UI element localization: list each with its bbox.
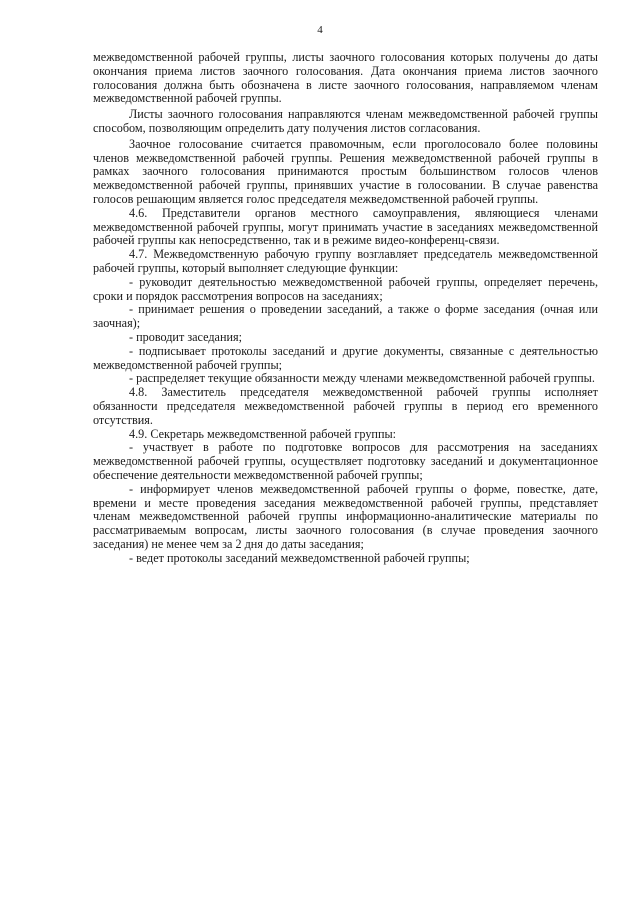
list-item: - подписывает протоколы заседаний и другие документы, связанные с деятельностью межведомственной рабочей группы; <box>93 343 598 372</box>
list-item: - информирует членов межведомственной рабочей группы о форме, повестке, дате, времени и месте проведения заседания межведомственной рабочей группы, представляет членам межведомственной рабочей группы информационно-аналитические материалы по рассматриваемым вопросам, листы заочного голосования (в случае проведения заочного заседания) не менее чем за 2 дня до даты заседания; <box>93 481 598 551</box>
list-item: - ведет протоколы заседаний межведомственной рабочей группы; <box>129 550 470 565</box>
paragraph-section-4-6: 4.6. Представители органов местного самоуправления, являющиеся членами межведомственной рабочей группы, могут принимать участие в заседаниях межведомственной рабочей группы как непосредственно, так и в режиме видео-конференц-связи. <box>93 205 598 248</box>
list-item: - принимает решения о проведении заседаний, а также о форме заседания (очная или заочная); <box>93 302 598 331</box>
list-item: - участвует в работе по подготовке вопросов для рассмотрения на заседаниях межведомственной рабочей группы, осуществляет подготовку заседаний и документационное обеспечение деятельности межведомственной рабочей группы; <box>93 440 598 482</box>
paragraph-section-4-7: 4.7. Межведомственную рабочую группу возглавляет председатель межведомственной рабочей группы, который выполняет следующие функции: <box>93 247 598 275</box>
list-item: - распределяет текущие обязанности между членами межведомственной рабочей группы. <box>129 371 595 386</box>
paragraph-section-4-8: 4.8. Заместитель председателя межведомственной рабочей группы исполняет обязанности председателя межведомственной рабочей группы в период его временного отсутствия. <box>93 385 598 427</box>
page-number: 4 <box>317 24 323 36</box>
paragraph: Листы заочного голосования направляются членам межведомственной рабочей группы способом, позволяющим определить дату получения листов согласования. <box>93 107 598 135</box>
list-item: - проводит заседания; <box>129 329 243 344</box>
paragraph: межведомственной рабочей группы, листы заочного голосования которых получены до даты окончания приема листов заочного голосования. Дата окончания приема листов заочного голосования должна быть обозначена в листе заочного голосования, направляемом членам межведомственной рабочей группы. <box>93 50 598 106</box>
list-item: - руководит деятельностью межведомственной рабочей группы, определяет перечень, сроки и порядок рассмотрения вопросов на заседаниях; <box>93 274 598 303</box>
paragraph: Заочное голосование считается правомочным, если проголосовало более половины членов межведомственной рабочей группы. Решения межведомственной рабочей группы в рамках заочного голосования принимаются простым большинством голосов членов межведомственной рабочей группы, принявших участие в голосовании. В случае равенства голосов решающим является голос председателя межведомственной рабочей группы. <box>93 136 598 206</box>
paragraph-section-4-9: 4.9. Секретарь межведомственной рабочей группы: <box>129 426 397 441</box>
document-body <box>93 51 598 565</box>
